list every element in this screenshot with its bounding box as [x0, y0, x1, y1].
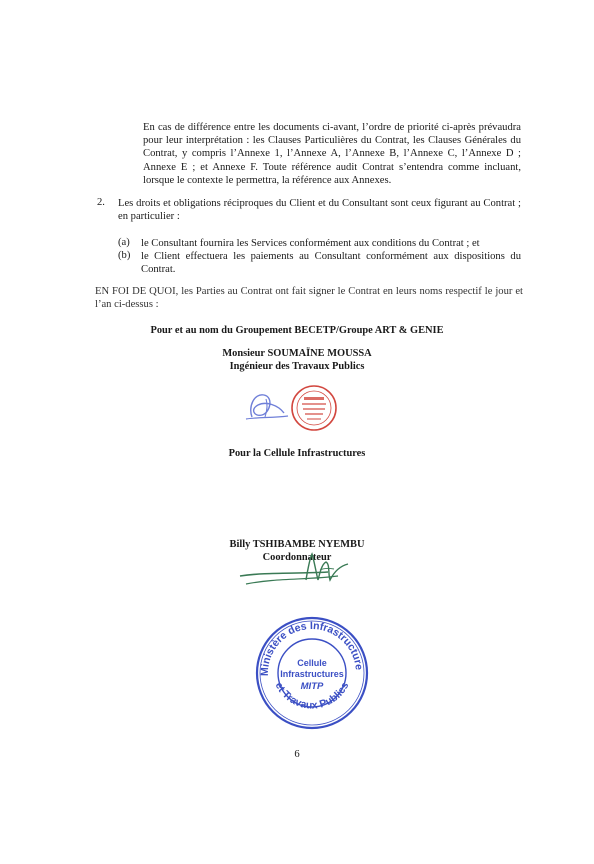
stamp-line-3: MITP [300, 681, 324, 692]
sub-item-a-label: (a) [118, 237, 130, 248]
stamp-outer-bottom-text: et Travaux Publics [272, 680, 352, 712]
consultant-signature-heading: Pour et au nom du Groupement BECETP/Groupe ART & GENIE [150, 325, 444, 336]
consultant-company-stamp [289, 383, 339, 433]
client-signature [236, 550, 356, 595]
client-name: Billy TSHIBAMBE NYEMBU [229, 539, 365, 550]
consultant-name: Monsieur SOUMAÏNE MOUSSA [222, 348, 372, 359]
client-title: Coordonnateur [262, 552, 332, 563]
item-2-number: 2. [97, 197, 105, 208]
item-2-paragraph: Les droits et obligations réciproques du Client et du Consultant sont ceux figurant au Contrat ; en particulier : [118, 198, 521, 223]
consultant-signature [244, 387, 292, 427]
consultant-title: Ingénieur des Travaux Publics [229, 361, 365, 372]
page-number: 6 [294, 749, 300, 760]
en-foi-de-quoi-paragraph: EN FOI DE QUOI, les Parties au Contrat ont fait signer le Contrat en leurs noms respectif le jour et l’an ci-dessus : [95, 286, 523, 311]
stamp-outer-top-text: Ministère des Infrastructures [251, 606, 365, 677]
intro-paragraph: En cas de différence entre les documents ci-avant, l’ordre de priorité ci-après prévaudra pour leur interprétation : les Clauses Particulières du Contrat, les Clauses Générales du Contrat, y compris l’Annexe 1, l’Annexe A, l’Annexe B, l’Annexe C, l’Annexe D ; Annexe E ; et Annexe F. Toute référence audit Contrat s’entendra comme incluant, lorsque le contexte le permettra, la référence aux Annexes. [143, 122, 521, 186]
sub-item-a-text: le Consultant fournira les Services conformément aux conditions du Contrat ; et [141, 238, 480, 249]
official-ministry-stamp [251, 606, 370, 731]
stamp-line-1: Cellule [297, 658, 327, 668]
sub-item-b-label: (b) [118, 250, 131, 261]
stamp-line-2: Infrastructures [280, 669, 344, 679]
sub-item-b-text: le Client effectuera les paiements au Consultant conformément aux dispositions du Contrat. [141, 251, 521, 276]
client-signature-heading: Pour la Cellule Infrastructures [228, 448, 366, 459]
